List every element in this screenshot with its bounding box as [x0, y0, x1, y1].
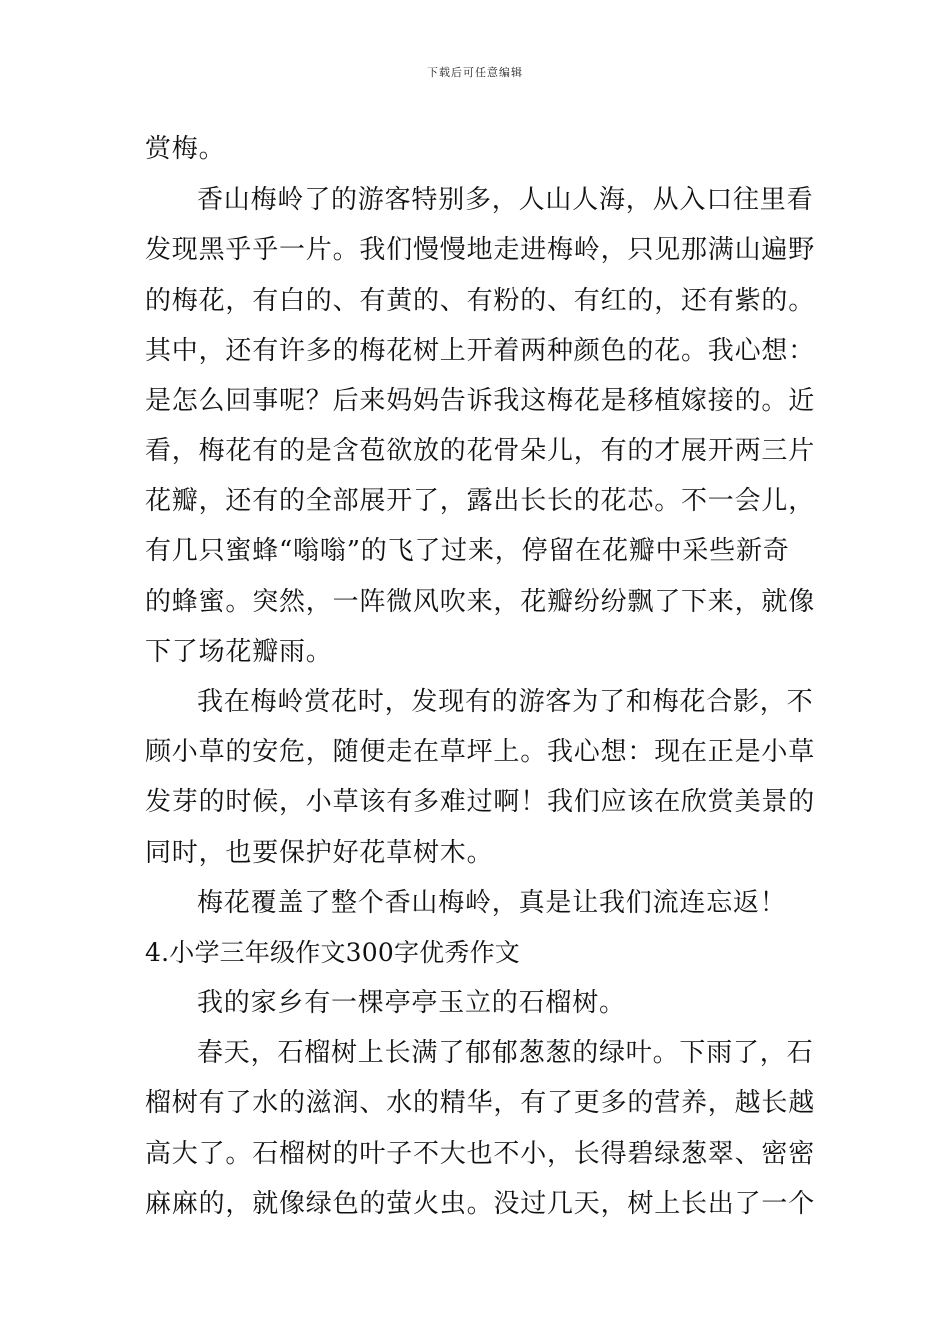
text-line: 的蜂蜜。突然，一阵微风吹来，花瓣纷纷飘了下来，就像 — [145, 587, 816, 617]
section-heading: 4.小学三年级作文300字优秀作文 — [145, 938, 520, 967]
text-line: 榴树有了水的滋润、水的精华，有了更多的营养，越长越 — [145, 1088, 816, 1118]
text-line: 麻麻的，就像绿色的萤火虫。没过几天，树上长出了一个 — [145, 1189, 816, 1219]
text-line: 赏梅。 — [145, 134, 226, 164]
paragraph-start-line: 我在梅岭赏花时，发现有的游客为了和梅花合影，不 — [197, 687, 814, 717]
text-line: 发芽的时候，小草该有多难过啊！我们应该在欣赏美景的 — [145, 787, 816, 817]
text-line: 高大了。石榴树的叶子不大也不小，长得碧绿葱翠、密密 — [145, 1139, 816, 1169]
text-line: 下了场花瓣雨。 — [145, 637, 333, 667]
text-line: 顾小草的安危，随便走在草坪上。我心想：现在正是小草 — [145, 737, 816, 767]
text-line: 同时，也要保护好花草树木。 — [145, 838, 494, 868]
text-line: 是怎么回事呢？后来妈妈告诉我这梅花是移植嫁接的。近 — [145, 386, 816, 416]
paragraph-start-line: 香山梅岭了的游客特别多，人山人海，从入口往里看 — [197, 185, 814, 215]
download-note: 下载后可任意编辑 — [427, 66, 523, 79]
text-line: 花瓣，还有的全部展开了，露出长长的花芯。不一会儿， — [145, 486, 816, 516]
paragraph-start-line: 我的家乡有一棵亭亭玉立的石榴树。 — [197, 988, 626, 1018]
text-line: 的梅花，有白的、有黄的、有粉的、有红的，还有紫的。 — [145, 286, 816, 316]
text-line: 发现黑乎乎一片。我们慢慢地走进梅岭，只见那满山遍野 — [145, 235, 816, 265]
text-line: 看，梅花有的是含苞欲放的花骨朵儿，有的才展开两三片 — [145, 436, 816, 466]
text-line: 其中，还有许多的梅花树上开着两种颜色的花。我心想： — [145, 336, 816, 366]
paragraph-start-line: 春天，石榴树上长满了郁郁葱葱的绿叶。下雨了，石 — [197, 1038, 814, 1068]
text-line: 有几只蜜蜂“嗡嗡”的飞了过来，停留在花瓣中采些新奇 — [145, 536, 790, 566]
paragraph-start-line: 梅花覆盖了整个香山梅岭，真是让我们流连忘返！ — [197, 888, 787, 918]
